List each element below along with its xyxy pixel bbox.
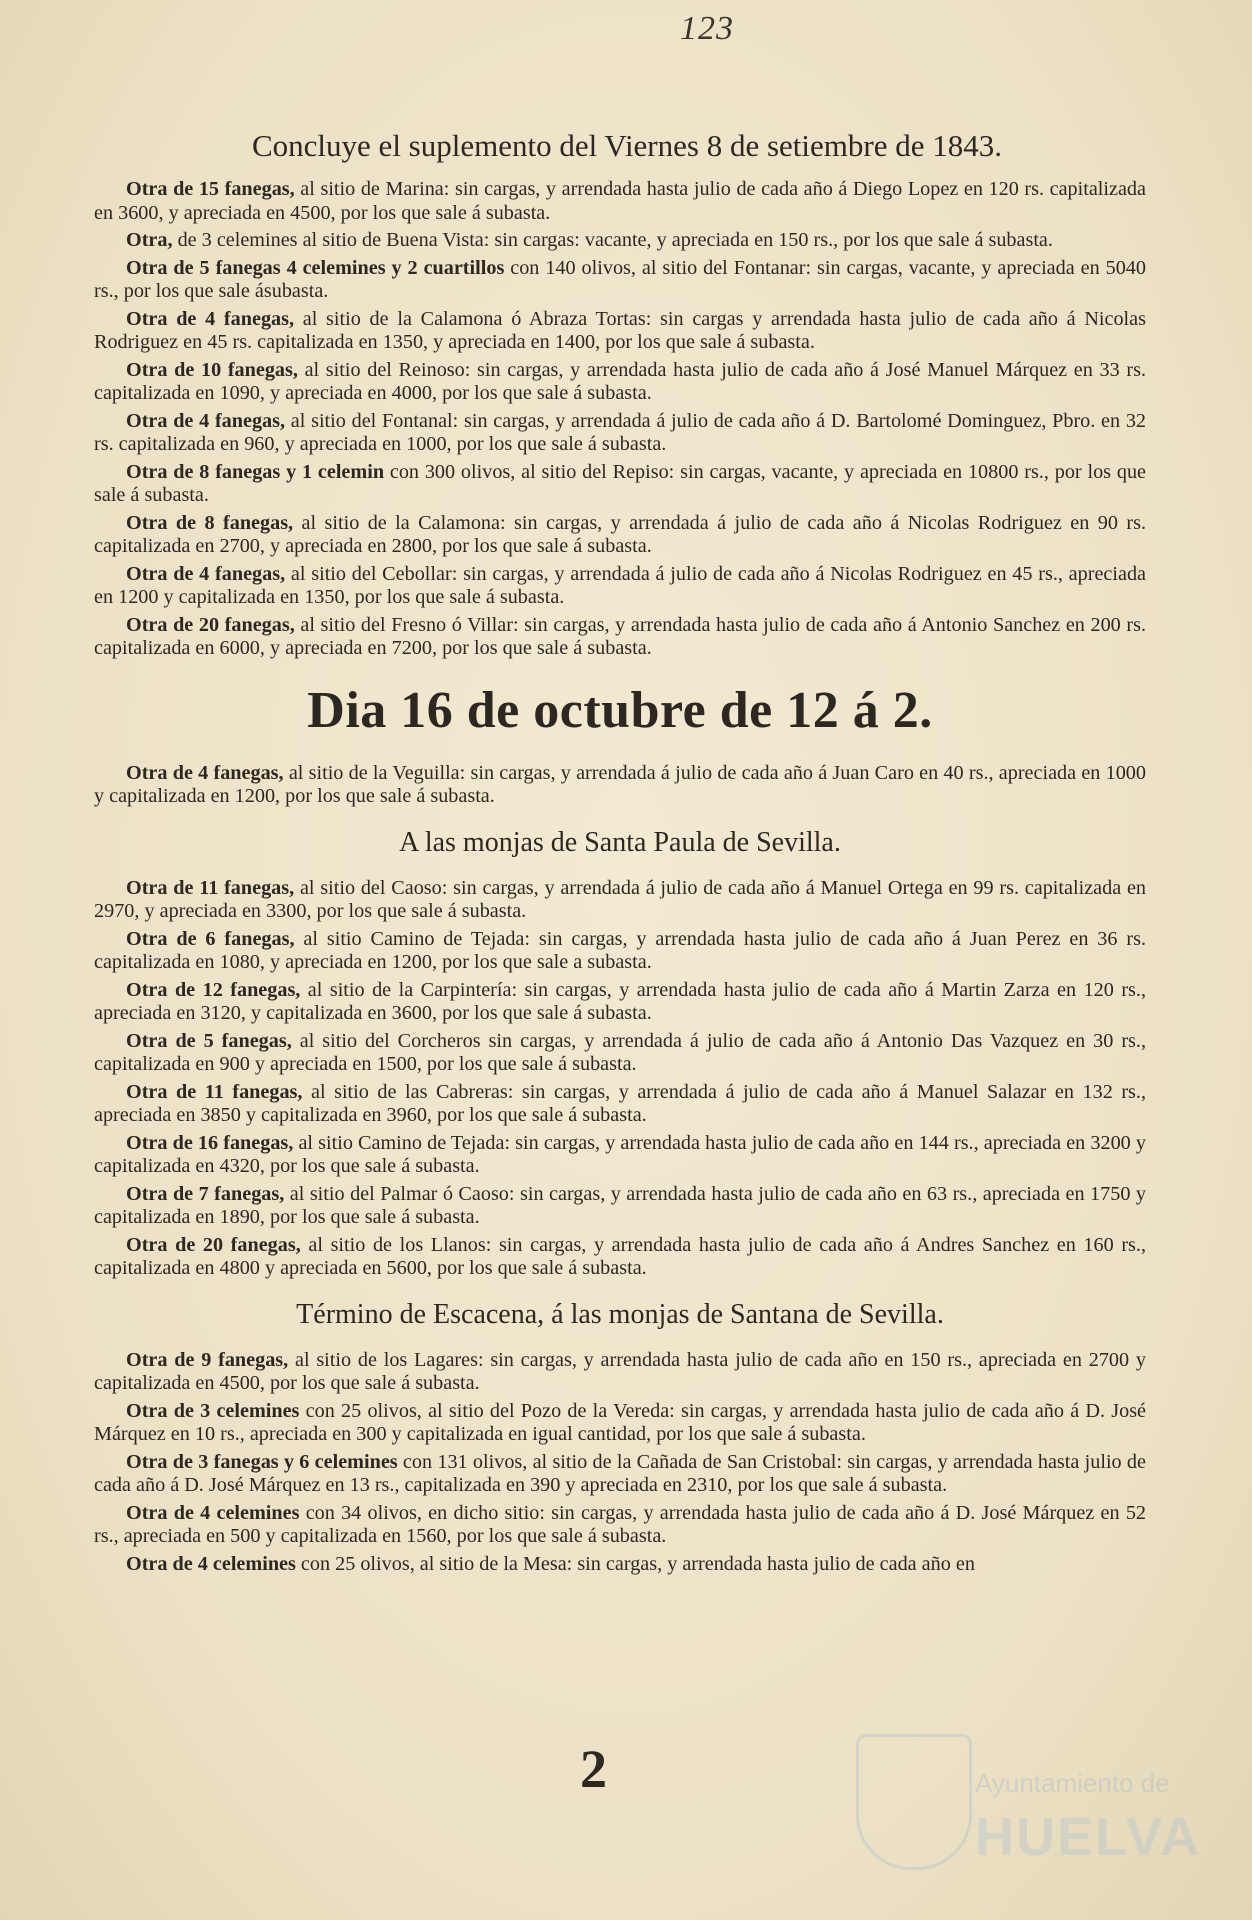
entry-paragraph [94, 410, 1146, 457]
entry-lead: Otra de 10 fanegas, [126, 358, 298, 381]
entry-lead: Otra de 4 fanegas, [126, 307, 295, 330]
entry-paragraph [94, 229, 1146, 253]
entry-text: con 25 olivos, al sitio de la Mesa: sin cargas, y arrendada hasta julio de cada año en [295, 1552, 975, 1575]
entry-text: al sitio de Marina: sin cargas, y arrendada hasta julio de cada año á Diego Lopez en 120 rs. capitalizada en 3600, y apreciada en 4500, por los que sale á subasta. [94, 178, 1146, 224]
entries-section-3 [94, 877, 1146, 1281]
entry-lead: Otra de 3 fanegas y 6 celemines [126, 1450, 398, 1473]
entry-lead: Otra de 9 fanegas, [126, 1348, 289, 1371]
entry-paragraph [94, 512, 1146, 559]
entry-lead: Otra de 5 fanegas 4 celemines y 2 cuartillos [126, 256, 505, 279]
entry-text: al sitio de las Cabreras: sin cargas, y arrendada á julio de cada año á Manuel Salazar en 132 rs., apreciada en 3850 y capitalizada en 3960, por los que sale á subasta. [94, 1080, 1146, 1126]
entry-lead: Otra de 7 fanegas, [126, 1182, 285, 1205]
entry-paragraph [94, 1234, 1146, 1281]
entry-lead: Otra de 16 fanegas, [126, 1131, 294, 1154]
entry-lead: Otra de 12 fanegas, [126, 978, 301, 1001]
entry-text: con 34 olivos, en dicho sitio: sin cargas, y arrendada hasta julio de cada año á D. José Márquez en 52 rs., apreciada en 500 y capitalizada en 1560, por los que sale á subasta. [94, 1501, 1147, 1547]
entry-paragraph [94, 614, 1146, 661]
entry-text: al sitio de la Calamona: sin cargas, y arrendada á julio de cada año á Nicolas Rodriguez en 90 rs. capitalizada en 2700, y apreciada en 2800, por los que sale á subasta. [94, 511, 1146, 557]
entry-text: al sitio del Cebollar: sin cargas, y arrendada á julio de cada año á Nicolas Rodriguez en 45 rs., apreciada en 1200 y capitalizada en 1350, por los que sale á subasta. [94, 562, 1147, 608]
entry-text: al sitio de la Veguilla: sin cargas, y arrendada á julio de cada año á Juan Caro en 40 rs., apreciada en 1000 y capitalizada en 1200, por los que sale á subasta. [94, 761, 1146, 807]
entry-lead: Otra de 20 fanegas, [126, 613, 295, 636]
entry-paragraph [94, 1183, 1146, 1230]
entry-text: al sitio de los Llanos: sin cargas, y arrendada hasta julio de cada año á Andres Sanchez en 160 rs., capitalizada en 4800 y apreciada en 5600, por los que sale á subasta. [94, 1233, 1146, 1279]
entry-lead: Otra de 11 fanegas, [126, 876, 295, 899]
entry-paragraph [94, 1081, 1146, 1128]
entry-lead: Otra de 3 celemines [126, 1399, 300, 1422]
entry-lead: Otra de 4 fanegas, [126, 562, 286, 585]
entry-text: de 3 celemines al sitio de Buena Vista: sin cargas: vacante, y apreciada en 150 rs., por los que sale á subasta. [172, 229, 1053, 251]
entry-text: con 300 olivos, al sitio del Repiso: sin cargas, vacante, y apreciada en 10800 rs., por los que sale á subasta. [94, 460, 1146, 506]
entry-text: al sitio Camino de Tejada: sin cargas, y arrendada hasta julio de cada año en 144 rs., apreciada en 3200 y capitalizada en 4320, por los que sale á subasta. [94, 1131, 1146, 1177]
entry-paragraph [94, 1030, 1146, 1077]
entry-lead: Otra de 8 fanegas y 1 celemin [126, 460, 385, 483]
document-body [94, 128, 1146, 1580]
entry-text: con 131 olivos, al sitio de la Cañada de San Cristobal: sin cargas, y arrendada hasta julio de cada año á D. José Márquez en 13 rs., capitalizada en 390 y apreciada en 2310, por los que sale á subasta. [94, 1450, 1146, 1496]
entry-paragraph [94, 1400, 1146, 1447]
entries-section-2 [94, 762, 1146, 809]
heading-escacena: Término de Escacena, á las monjas de Santana de Sevilla. [296, 1298, 944, 1330]
entry-paragraph [94, 178, 1146, 225]
heading-santa-paula: A las monjas de Santa Paula de Sevilla. [399, 826, 841, 858]
entry-lead: Otra de 4 celemines [126, 1501, 300, 1524]
folio-number: 123 [680, 10, 734, 47]
entry-lead: Otra, [126, 229, 173, 251]
entry-lead: Otra de 11 fanegas, [126, 1080, 303, 1103]
entry-paragraph [94, 1349, 1146, 1396]
entry-text: al sitio de la Calamona ó Abraza Tortas: sin cargas y arrendada hasta julio de cada año á Nicolas Rodriguez en 45 rs. capitalizada en 1350, y apreciada en 1400, por los que sale á subasta. [94, 307, 1146, 353]
crest-icon [856, 1734, 972, 1870]
entry-text: al sitio del Corcheros sin cargas, y arrendada á julio de cada año á Antonio Das Vazquez en 30 rs., capitalizada en 900 y apreciada en 1500, por los que sale á subasta. [94, 1029, 1146, 1075]
entry-paragraph [94, 877, 1146, 924]
entry-paragraph [94, 1451, 1146, 1498]
entries-section-4 [94, 1349, 1146, 1577]
entry-lead: Otra de 4 fanegas, [126, 761, 284, 784]
entry-text: al sitio del Reinoso: sin cargas, y arrendada hasta julio de cada año á José Manuel Márquez en 33 rs. capitalizada en 1090, y apreciada en 4000, por los que sale á subasta. [94, 358, 1146, 404]
entry-text: al sitio Camino de Tejada: sin cargas, y arrendada hasta julio de cada año á Juan Perez en 36 rs. capitalizada en 1080, y apreciada en 1200, por los que sale a subasta. [94, 927, 1147, 973]
watermark-label: Ayuntamiento de [975, 1768, 1170, 1798]
entry-paragraph [94, 359, 1146, 406]
entry-paragraph [94, 563, 1146, 610]
archive-watermark [850, 1728, 1201, 1898]
signature-mark: 2 [580, 1739, 607, 1799]
entry-paragraph [94, 1553, 1146, 1577]
watermark-city: HUELVA [975, 1807, 1201, 1867]
entry-lead: Otra de 20 fanegas, [126, 1233, 301, 1256]
entry-paragraph [94, 257, 1146, 304]
entry-paragraph [94, 928, 1146, 975]
entry-text: al sitio de la Carpintería: sin cargas, y arrendada hasta julio de cada año á Martin Zarza en 120 rs., apreciada en 3120, y capitalizada en 3600, por los que sale á subasta. [94, 978, 1146, 1024]
entry-paragraph [94, 762, 1146, 809]
entry-paragraph [94, 461, 1146, 508]
entry-text: al sitio del Palmar ó Caoso: sin cargas, y arrendada hasta julio de cada año en 63 rs., apreciada en 1750 y capitalizada en 1890, por los que sale á subasta. [94, 1182, 1147, 1228]
entry-paragraph [94, 1132, 1146, 1179]
entry-text: al sitio del Fresno ó Villar: sin cargas, y arrendada hasta julio de cada año á Antonio Sanchez en 200 rs. capitalizada en 6000, y apreciada en 7200, por los que sale á subasta. [94, 613, 1146, 659]
entry-lead: Otra de 5 fanegas, [126, 1029, 292, 1052]
entry-text: con 25 olivos, al sitio del Pozo de la Vereda: sin cargas, y arrendada hasta julio de cada año á D. José Márquez en 10 rs., apreciada en 300 y capitalizada en igual cantidad, por los que sale á subasta. [94, 1399, 1147, 1445]
entry-lead: Otra de 8 fanegas, [126, 511, 294, 534]
entry-lead: Otra de 4 celemines [126, 1552, 296, 1575]
entry-lead: Otra de 15 fanegas, [126, 178, 295, 200]
entry-text: al sitio del Fontanal: sin cargas, y arrendada á julio de cada año á D. Bartolomé Dominguez, Pbro. en 32 rs. capitalizada en 960, y apreciada en 1000, por los que sale á subasta. [94, 409, 1147, 455]
day-heading: Dia 16 de octubre de 12 á 2. [307, 681, 933, 739]
page-title: Concluye el suplemento del Viernes 8 de setiembre de 1843. [252, 128, 1002, 163]
entry-lead: Otra de 6 fanegas, [126, 927, 295, 950]
entry-text: al sitio del Caoso: sin cargas, y arrendada á julio de cada año á Manuel Ortega en 99 rs. capitalizada en 2970, y apreciada en 3300, por los que sale á subasta. [94, 876, 1146, 922]
entry-paragraph [94, 979, 1146, 1026]
entry-paragraph [94, 308, 1146, 355]
entry-lead: Otra de 4 fanegas, [126, 409, 286, 432]
entry-text: al sitio de los Lagares: sin cargas, y arrendada hasta julio de cada año en 150 rs., apreciada en 2700 y capitalizada en 4500, por los que sale á subasta. [94, 1348, 1146, 1394]
entry-text: con 140 olivos, al sitio del Fontanar: sin cargas, vacante, y apreciada en 5040 rs., por los que sale ásubasta. [94, 256, 1146, 302]
entries-section-1 [94, 178, 1146, 661]
entry-paragraph [94, 1502, 1146, 1549]
